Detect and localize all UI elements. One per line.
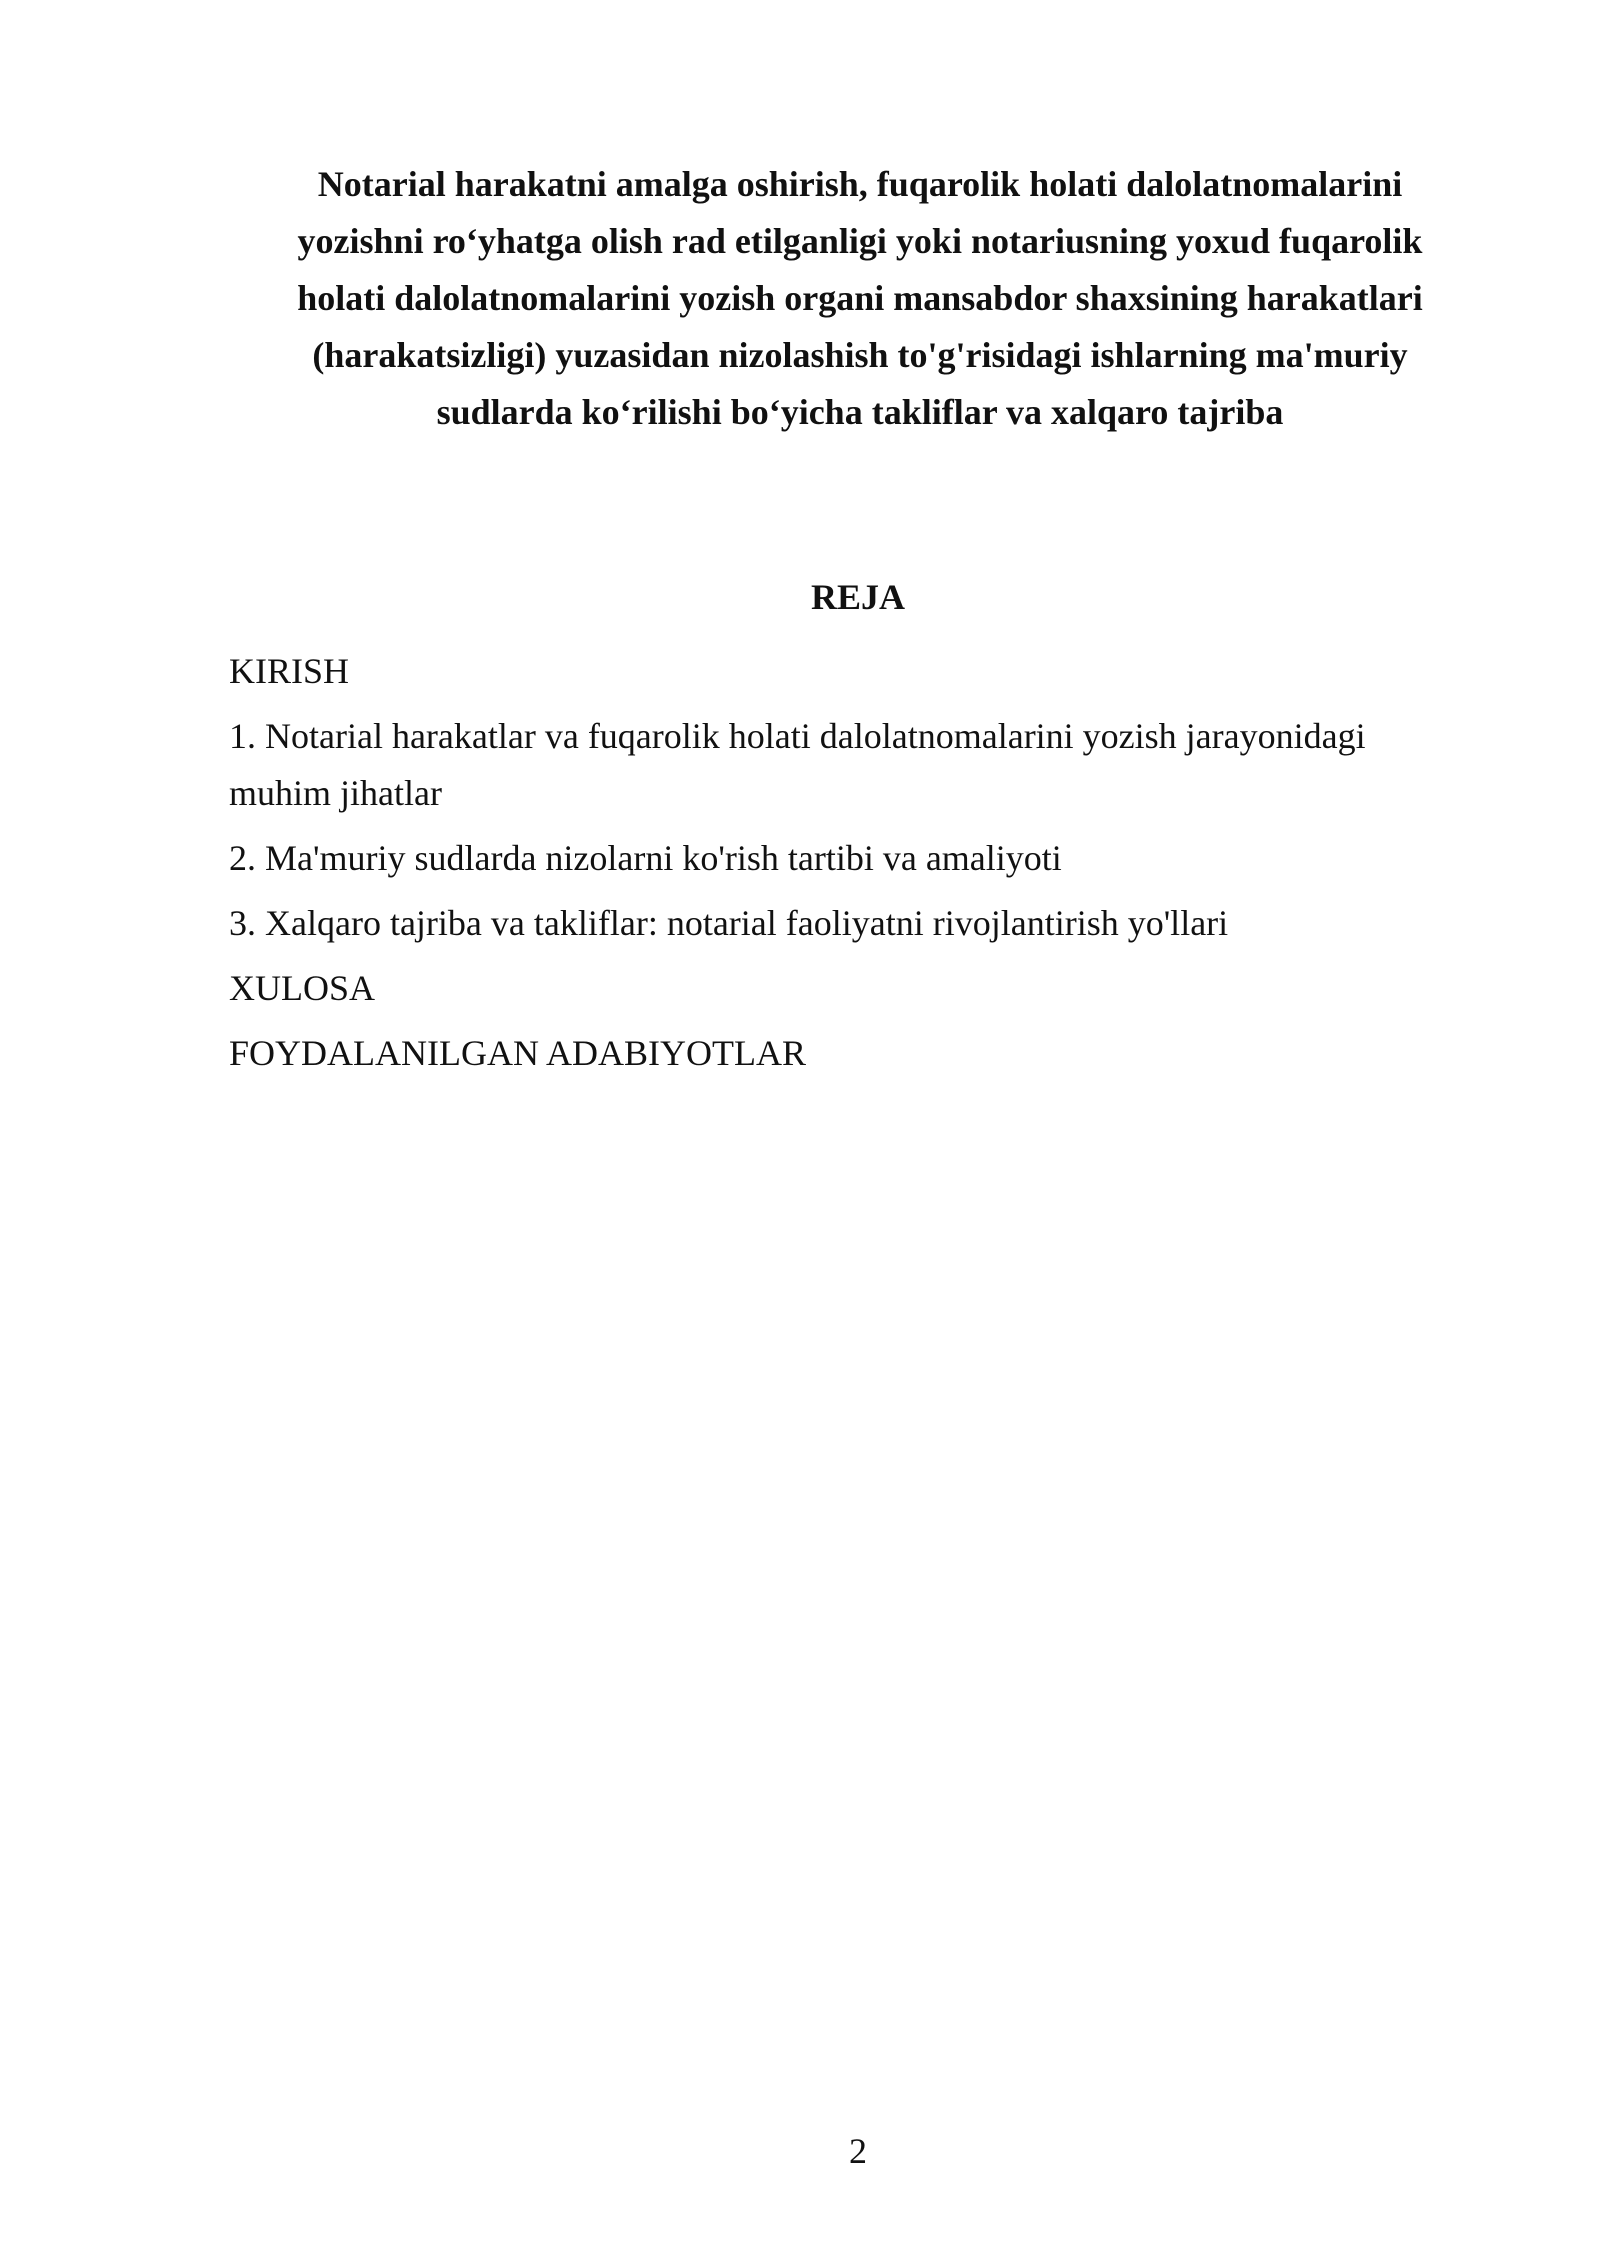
- plan-list: [229, 643, 1459, 1090]
- plan-heading: REJA: [810, 577, 905, 617]
- plan-item-2: 2. Ma'muriy sudlarda nizolarni ko'rish tartibi va amaliyoti: [229, 838, 1062, 878]
- document-title: Notarial harakatni amalga oshirish, fuqarolik holati dalolatnomalarini yozishni ro‘yhatga olish rad etilganligi yoki notariusning yoxud fuqarolik holati dalolatnomalarini yozish organi mansabdor shaxsining harakatlari (harakatsizligi) yuzasidan nizolashish to'g'risidagi ishlarning ma'muriy sudlarda ko‘rilishi bo‘yicha takliflar va xalqaro tajriba: [297, 164, 1423, 432]
- plan-item-xulosa: XULOSA: [229, 968, 376, 1008]
- page-number: 2: [849, 2131, 867, 2171]
- plan-item-adabiyotlar: FOYDALANILGAN ADABIYOTLAR: [229, 1033, 806, 1073]
- plan-item-kirish: KIRISH: [229, 651, 350, 691]
- plan-item-1: 1. Notarial harakatlar va fuqarolik holati dalolatnomalarini yozish jarayonidagi muhim jihatlar: [229, 716, 1366, 813]
- plan-item-3: 3. Xalqaro tajriba va takliflar: notarial faoliyatni rivojlantirish yo'llari: [229, 903, 1229, 943]
